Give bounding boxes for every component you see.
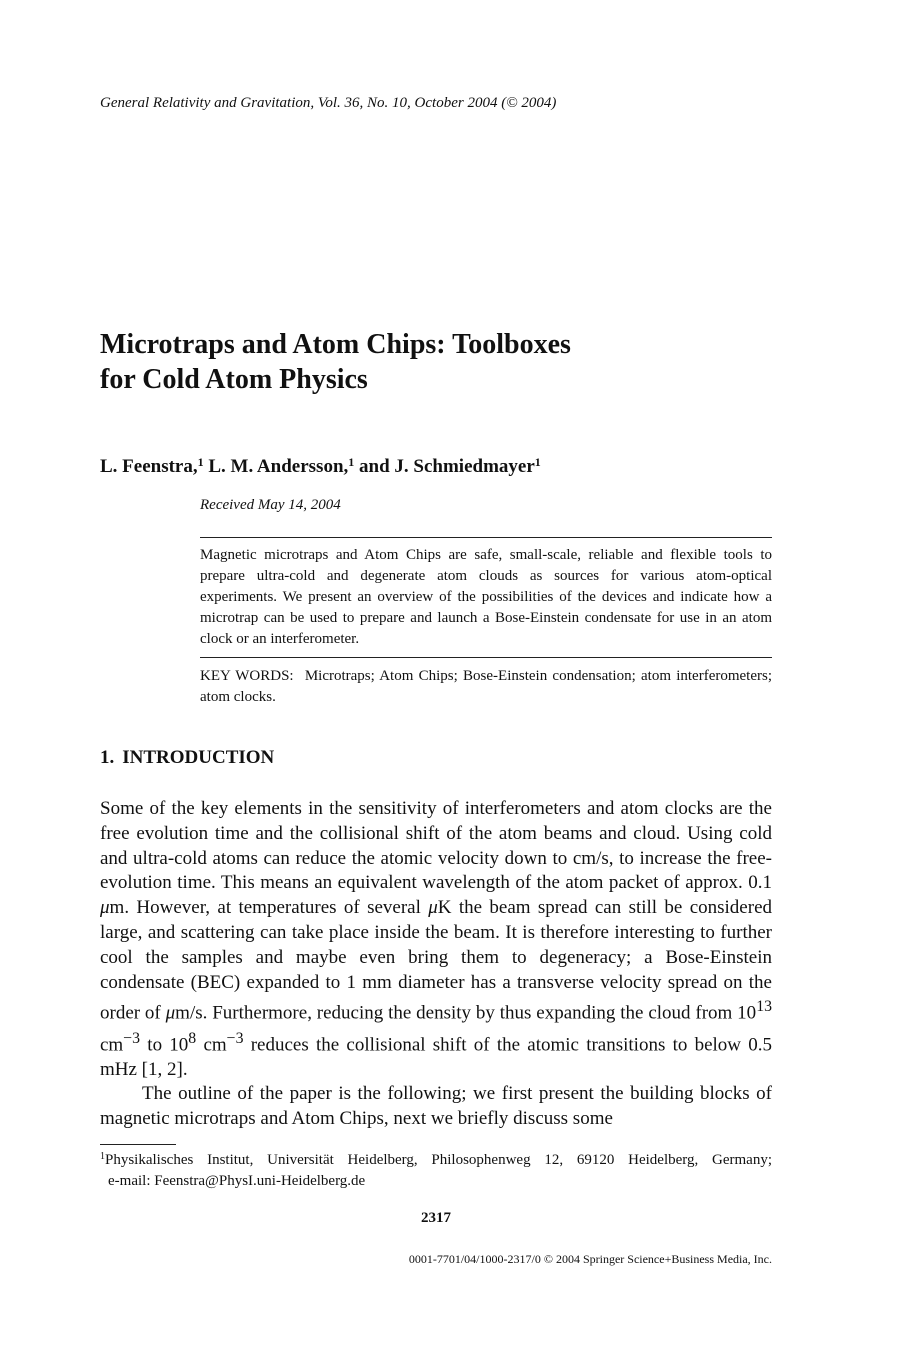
page-number: 2317 bbox=[421, 1210, 451, 1226]
math-symbol: μ bbox=[100, 897, 110, 919]
abstract-bottom-rule bbox=[200, 657, 772, 658]
footnote-affiliation: Physikalisches Institut, Universität Heidelberg, Philosophenweg 12, 69120 Heidelberg, Germany; bbox=[105, 1152, 772, 1168]
section-number: 1. bbox=[100, 747, 115, 768]
footnote-marker: 1 bbox=[100, 1151, 105, 1162]
text-run: K the beam spread can still be considered large, and scattering can take place inside the beam. It is therefore interesting to further cool the samples and maybe even bring them to degeneracy; a Bose-Einstein condensate (BEC) expanded to 1 mm diameter has a transverse velocity spread on the order of bbox=[100, 897, 773, 1024]
text-run: Some of the key elements in the sensitivity of interferometers and atom clocks are the free evolution time and the collisional shift of the atom beams and cloud. Using cold and ultra-cold atoms can reduce the atomic velocity down to cm/s, to increase the free-evolution time. This means an equivalent wavelength of the atom packet of approx. 0.1 bbox=[100, 798, 772, 894]
journal-citation: General Relativity and Gravitation, Vol. 36, No. 10, October 2004 (© 2004) bbox=[100, 95, 557, 111]
title-line-2: for Cold Atom Physics bbox=[100, 364, 368, 395]
exponent: 8 bbox=[188, 1029, 197, 1047]
text-run: to 10 bbox=[140, 1033, 189, 1055]
keywords bbox=[200, 666, 772, 708]
text-run: cm bbox=[100, 1033, 124, 1055]
author-name: L. Feenstra, bbox=[100, 456, 198, 477]
abstract-top-rule bbox=[200, 537, 772, 538]
copyright-line: 0001-7701/04/1000-2317/0 © 2004 Springer Science+Business Media, Inc. bbox=[408, 1252, 772, 1266]
affiliation-marker: 1 bbox=[534, 455, 541, 469]
author-name: L. M. Andersson, bbox=[208, 456, 349, 477]
section-title: INTRODUCTION bbox=[122, 747, 275, 768]
footnote-rule bbox=[100, 1144, 176, 1145]
title-line-1: Microtraps and Atom Chips: Toolboxes bbox=[100, 329, 571, 360]
keywords-list: Microtraps; Atom Chips; Bose-Einstein condensation; atom interferometers; atom clocks. bbox=[200, 668, 773, 705]
text-run: m/s. Furthermore, reducing the density by thus expanding the cloud from 10 bbox=[175, 1002, 757, 1024]
abstract: Magnetic microtraps and Atom Chips are safe, small-scale, reliable and flexible tools to prepare ultra-cold and degenerate atom clouds as sources for various atom-optical experiments. We present an overview of the possibilities of the devices and indicate how a microtrap can be used to prepare and launch a Bose-Einstein condensate for use in an atom clock or an interferometer. bbox=[200, 547, 772, 647]
text-run: m. However, at temperatures of several bbox=[109, 897, 429, 919]
affiliation-marker: 1 bbox=[197, 455, 204, 469]
author-name: and J. Schmiedmayer bbox=[359, 456, 535, 477]
paper-title bbox=[100, 327, 772, 397]
footnote bbox=[100, 1150, 772, 1192]
body-text bbox=[100, 797, 772, 1132]
text-run: cm bbox=[196, 1033, 227, 1055]
footnote-line-1 bbox=[100, 1150, 772, 1171]
exponent: 13 bbox=[756, 998, 773, 1016]
footnote-email: e-mail: Feenstra@PhysI.uni-Heidelberg.de bbox=[108, 1173, 366, 1189]
text-run: reduces the collisional shift of the atomic transitions to below 0.5 mHz [1, 2]. bbox=[100, 1033, 772, 1080]
exponent: −3 bbox=[226, 1029, 244, 1047]
exponent: −3 bbox=[123, 1029, 141, 1047]
paragraph-1 bbox=[100, 797, 772, 1082]
received-date: Received May 14, 2004 bbox=[200, 497, 341, 513]
paragraph-2: The outline of the paper is the following; we first present the building blocks of magnetic microtraps and Atom Chips, next we briefly discuss some bbox=[100, 1083, 772, 1130]
author-list bbox=[100, 456, 541, 478]
math-symbol: μ bbox=[165, 1002, 176, 1024]
affiliation-marker: 1 bbox=[348, 455, 355, 469]
math-symbol: μ bbox=[428, 897, 438, 919]
keywords-label: KEY WORDS: bbox=[200, 668, 294, 684]
section-heading bbox=[100, 747, 274, 769]
